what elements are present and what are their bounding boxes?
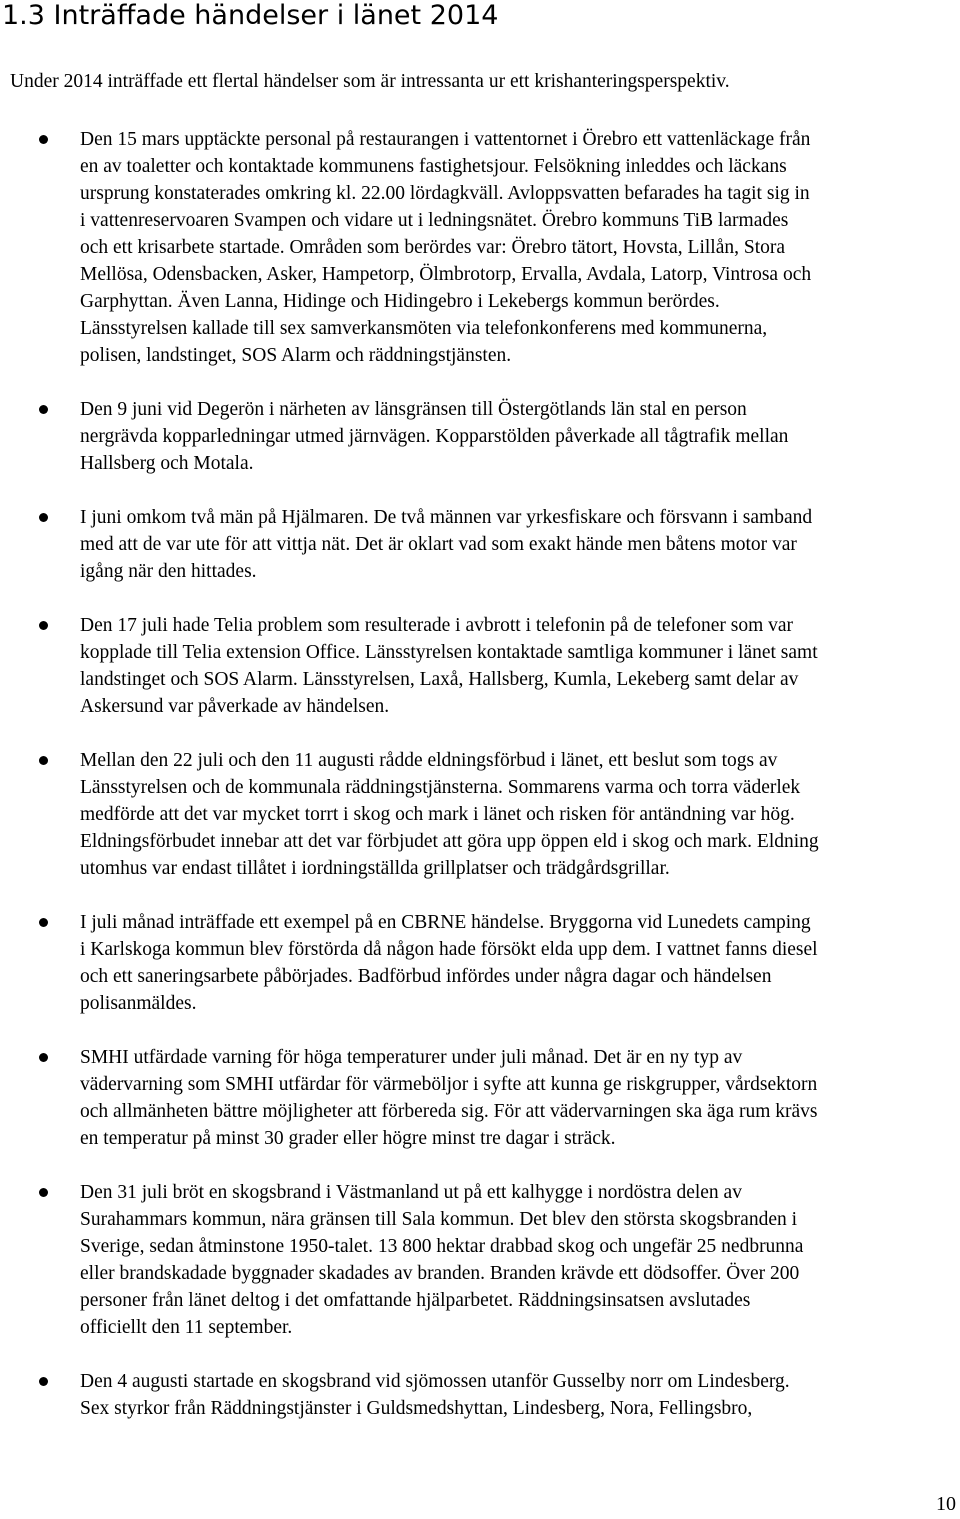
text-line: landstinget och SOS Alarm. Länsstyrelsen, Laxå, Hallsberg, Kumla, Lekeberg samt delar av bbox=[80, 669, 799, 690]
text-line: Hallsberg och Motala. bbox=[80, 453, 254, 474]
page-number: 10 bbox=[936, 1493, 956, 1515]
event-item-cbrne bbox=[0, 909, 960, 1017]
text-line: SMHI utfärdade varning för höga temperaturer under juli månad. Det är en ny typ av bbox=[80, 1047, 743, 1068]
text-line: Mellan den 22 juli och den 11 augusti rådde eldningsförbud i länet, ett beslut som togs av bbox=[80, 750, 778, 771]
text-line: ursprung konstaterades omkring kl. 22.00 lördagkväll. Avloppsvatten befarades ha tagit sig in bbox=[80, 183, 810, 204]
text-line: medförde att det var mycket torrt i skog och mark i länet och risken för antändning var hög. bbox=[80, 804, 795, 825]
event-item-heat-warning bbox=[0, 1044, 960, 1152]
text-line: personer från länet deltog i det omfattande hjälparbetet. Räddningsinsatsen avslutades bbox=[80, 1290, 751, 1311]
text-line: Länsstyrelsen kallade till sex samverkansmöten via telefonkonferens med kommunerna, bbox=[80, 318, 768, 339]
bullet-dot-icon bbox=[39, 513, 48, 522]
bullet-dot-icon bbox=[39, 1188, 48, 1197]
bullet-dot-icon bbox=[39, 1053, 48, 1062]
event-item-hjalmaren bbox=[0, 504, 960, 585]
bullet-dot-icon bbox=[39, 1377, 48, 1386]
text-line: kopplade till Telia extension Office. Länsstyrelsen kontaktade samtliga kommuner i länet samt bbox=[80, 642, 818, 663]
event-item-fire-ban bbox=[0, 747, 960, 882]
text-line: utomhus var endast tillåtet i iordningställda grillplatser och trädgårdsgrillar. bbox=[80, 858, 670, 879]
text-line: polisen, landstinget, SOS Alarm och räddningstjänsten. bbox=[80, 345, 512, 366]
event-item-water-leak bbox=[0, 126, 960, 369]
text-line: Eldningsförbudet innebar att det var förbjudet att göra upp öppen eld i skog och mark. Eldning bbox=[80, 831, 819, 852]
text-line: och ett krisarbete startade. Områden som berördes var: Örebro tätort, Hovsta, Lillån, Stora bbox=[80, 237, 786, 258]
text-line: Surahammars kommun, nära gränsen till Sala kommun. Det blev den största skogsbranden i bbox=[80, 1209, 798, 1230]
text-line: igång när den hittades. bbox=[80, 561, 257, 582]
text-line: Garphyttan. Även Lanna, Hidinge och Hidingebro i Lekebergs kommun berördes. bbox=[80, 291, 720, 312]
text-line: Den 17 juli hade Telia problem som resulterade i avbrott i telefonin på de telefoner som var bbox=[80, 615, 794, 636]
text-line: i Karlskoga kommun blev förstörda då någon hade försökt elda upp dem. I vattnet fanns diesel bbox=[80, 939, 818, 960]
text-line: Den 9 juni vid Degerön i närheten av länsgränsen till Östergötlands län stal en person bbox=[80, 399, 747, 420]
text-line: I juli månad inträffade ett exempel på en CBRNE händelse. Bryggorna vid Lunedets camping bbox=[80, 912, 811, 933]
bullet-dot-icon bbox=[39, 918, 48, 927]
text-line: och allmänheten bättre möjligheter att förbereda sig. För att vädervarningen ska äga rum krävs bbox=[80, 1101, 818, 1122]
text-line: och ett saneringsarbete påbörjades. Badförbud infördes under några dagar och händelsen bbox=[80, 966, 772, 987]
text-line: polisanmäldes. bbox=[80, 993, 197, 1014]
text-line: en av toaletter och kontaktade kommunens fastighetsjour. Felsökning inleddes och läckans bbox=[80, 156, 787, 177]
text-line: Den 15 mars upptäckte personal på restaurangen i vattentornet i Örebro ett vattenläckage från bbox=[80, 129, 811, 150]
text-line: Länsstyrelsen och de kommunala räddningstjänsterna. Sommarens varma och torra väderlek bbox=[80, 777, 801, 798]
intro-paragraph: Under 2014 inträffade ett flertal händelser som är intressanta ur ett krishanteringsperspektiv. bbox=[10, 71, 730, 92]
text-line: officiellt den 11 september. bbox=[80, 1317, 293, 1338]
bullet-dot-icon bbox=[39, 756, 48, 765]
text-line: I juni omkom två män på Hjälmaren. De två männen var yrkesfiskare och försvann i samband bbox=[80, 507, 813, 528]
text-line: Sex styrkor från Räddningstjänster i Guldsmedshyttan, Lindesberg, Nora, Fellingsbro, bbox=[80, 1398, 753, 1419]
text-line: vädervarning som SMHI utfärdar för värmeböljor i syfte att kunna ge riskgrupper, vårdsektorn bbox=[80, 1074, 818, 1095]
bullet-dot-icon bbox=[39, 621, 48, 630]
event-list bbox=[0, 126, 960, 1449]
text-line: med att de var ute för att vittja nät. Det är oklart vad som exakt hände men båtens motor var bbox=[80, 534, 797, 555]
bullet-dot-icon bbox=[39, 405, 48, 414]
text-line: nergrävda kopparledningar utmed järnvägen. Kopparstölden påverkade all tågtrafik mellan bbox=[80, 426, 789, 447]
text-line: Mellösa, Odensbacken, Asker, Hampetorp, Ölmbrotorp, Ervalla, Avdala, Latorp, Vintrosa och bbox=[80, 264, 812, 285]
event-item-forest-fire-lindesberg bbox=[0, 1368, 960, 1422]
bullet-dot-icon bbox=[39, 135, 48, 144]
section-heading: 1.3 Inträffade händelser i länet 2014 bbox=[2, 0, 499, 31]
text-line: en temperatur på minst 30 grader eller högre minst tre dagar i sträck. bbox=[80, 1128, 616, 1149]
text-line: eller brandskadade byggnader skadades av branden. Branden krävde ett dödsoffer. Över 200 bbox=[80, 1263, 800, 1284]
text-line: Askersund var påverkade av händelsen. bbox=[80, 696, 390, 717]
event-item-telia-outage bbox=[0, 612, 960, 720]
text-line: Den 31 juli bröt en skogsbrand i Västmanland ut på ett kalhygge i nordöstra delen av bbox=[80, 1182, 742, 1203]
text-line: i vattenreservoaren Svampen och vidare ut i ledningsnätet. Örebro kommuns TiB larmades bbox=[80, 210, 789, 231]
text-line: Den 4 augusti startade en skogsbrand vid sjömossen utanför Gusselby norr om Lindesberg. bbox=[80, 1371, 790, 1392]
event-item-copper-theft bbox=[0, 396, 960, 477]
text-line: Sverige, sedan åtminstone 1950-talet. 13 800 hektar drabbad skog och ungefär 25 nedbrunna bbox=[80, 1236, 804, 1257]
event-item-forest-fire-vastmanland bbox=[0, 1179, 960, 1341]
